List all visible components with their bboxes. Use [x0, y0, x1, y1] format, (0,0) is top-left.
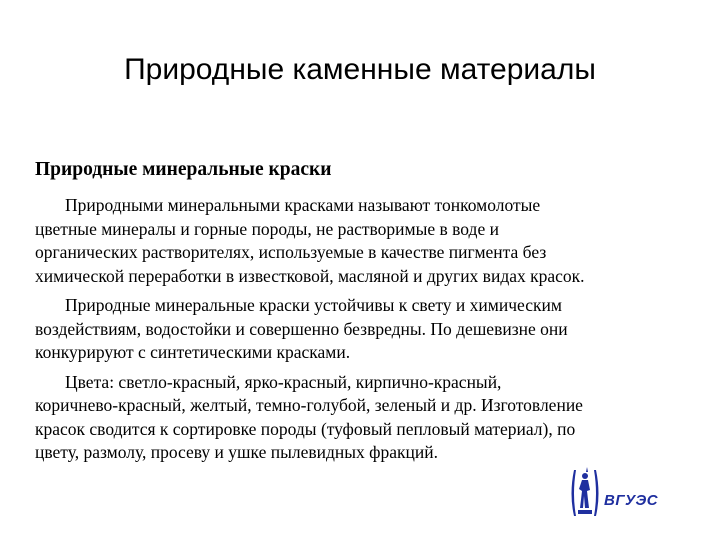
paragraph-line: химической переработки в известковой, масляной и других видах красок.	[35, 265, 585, 286]
paragraph-line: конкурируют с синтетическими красками.	[35, 342, 351, 362]
paragraph-line: Цвета: светло-красный, ярко-красный, кирпично-красный,	[65, 371, 502, 392]
paragraph-3	[35, 371, 685, 465]
paragraph-1	[35, 194, 685, 288]
paragraph-line: цвету, размолу, просеву и ушке пылевидных фракций.	[35, 442, 438, 462]
paragraph-line: Природные минеральные краски устойчивы к свету и химическим	[65, 295, 562, 315]
section-subtitle: Природные минеральные краски	[35, 159, 332, 180]
paragraph-line: красок сводится к сортировке породы (туфовый пепловый материал), по	[35, 418, 576, 439]
slide-content	[35, 158, 685, 471]
slide-title: Природные каменные материалы	[124, 53, 596, 86]
paragraph-line: коричнево-красный, желтый, темно-голубой, зеленый и др. Изготовление	[35, 395, 583, 415]
logo-text: ВГУЭС	[604, 492, 659, 509]
paragraph-line: воздействиям, водостойки и совершенно безвредны. По дешевизне они	[35, 318, 568, 339]
paragraph-line: Природными минеральными красками называют тонкомолотые	[65, 195, 541, 215]
paragraph-line: органических растворителях, используемые в качестве пигмента без	[35, 242, 547, 262]
paragraph-2	[35, 294, 685, 365]
paragraph-line: цветные минералы и горные породы, не растворимые в воде и	[35, 218, 499, 239]
